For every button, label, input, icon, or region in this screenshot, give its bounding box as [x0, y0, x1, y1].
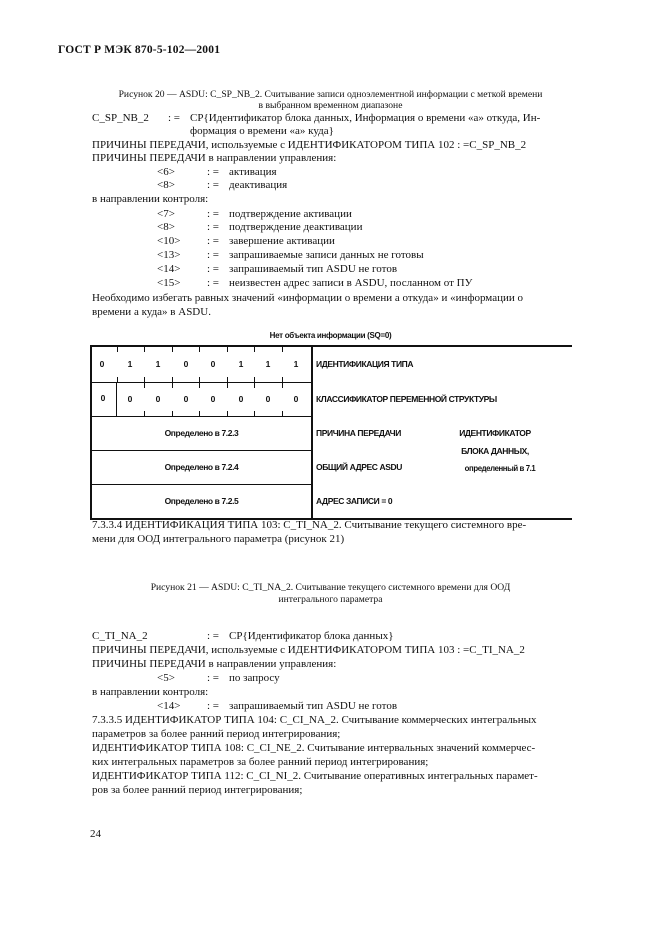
- bit-cell: 0: [100, 393, 106, 403]
- type-112-line1: ИДЕНТИФИКАТОР ТИПА 112: C_CI_NI_2. Считывание оперативных интегральных парамет-: [92, 770, 538, 782]
- page-number: 24: [90, 828, 101, 840]
- def1-assign: : =: [168, 112, 181, 124]
- cause-code: <14>: [157, 263, 181, 275]
- type-108-line2: ких интегральных параметров за более ранний период интегрирования;: [92, 756, 429, 768]
- bit-cell: 0: [183, 359, 189, 369]
- cause-code: <8>: [157, 179, 175, 191]
- data-block-id-label-1: ИДЕНТИФИКАТОР: [459, 428, 531, 438]
- causes2-title: ПРИЧИНЫ ПЕРЕДАЧИ, используемые с ИДЕНТИФИКАТОРОМ ТИПА 103 : =C_TI_NA_2: [92, 644, 525, 656]
- cause-code: <15>: [157, 277, 181, 289]
- causes1-title: ПРИЧИНЫ ПЕРЕДАЧИ, используемые с ИДЕНТИФИКАТОРОМ ТИПА 102 : =C_SP_NB_2: [92, 139, 527, 151]
- note-line2: времени а куда» в ASDU.: [92, 306, 211, 318]
- bit-cell: 0: [210, 394, 216, 404]
- figure-21-caption-line1: Рисунок 21 — ASDU: C_TI_NA_2. Считывание текущего системного времени для ООД: [150, 582, 511, 593]
- def2-name: C_TI_NA_2: [92, 630, 148, 642]
- cause-sep: : =: [207, 221, 220, 233]
- bit-cell: 1: [293, 359, 299, 369]
- cause-text: завершение активации: [229, 235, 335, 247]
- causes1-direction-control: ПРИЧИНЫ ПЕРЕДАЧИ в направлении управления:: [92, 152, 337, 164]
- cause-sep: : =: [207, 166, 220, 178]
- section-7335-line2: параметров за более ранний период интегрирования;: [92, 728, 341, 740]
- bit-cell: 1: [127, 359, 133, 369]
- section-7334-line1: 7.3.3.4 ИДЕНТИФИКАЦИЯ ТИПА 103: C_TI_NA_2. Считывание текущего системного вре-: [92, 519, 527, 531]
- bit-cell: 0: [265, 394, 271, 404]
- figure-21-caption-line2: интегрального параметра: [278, 594, 383, 605]
- bit-cell: 0: [127, 394, 133, 404]
- type-id-label: ИДЕНТИФИКАЦИЯ ТИПА: [316, 359, 414, 369]
- cause-text: неизвестен адрес записи в ASDU, посланном от ПУ: [229, 277, 473, 289]
- figure-20-caption-line2: в выбранном временном диапазоне: [258, 100, 403, 111]
- cause-code: <14>: [157, 700, 181, 712]
- data-block-id-label-2: БЛОКА ДАННЫХ,: [461, 446, 529, 456]
- figure-20-caption-line1: Рисунок 20 — ASDU: C_SP_NB_2. Считывание записи одноэлементной информации с меткой времени: [118, 89, 543, 100]
- cause-text: запрашиваемые записи данных не готовы: [229, 249, 424, 261]
- bit-cell: 1: [238, 359, 244, 369]
- document-header: ГОСТ Р МЭК 870-5-102—2001: [58, 44, 221, 56]
- cot-cell: Определено в 7.2.3: [164, 428, 239, 438]
- bit-cell: 0: [155, 394, 161, 404]
- bit-cell: 1: [265, 359, 271, 369]
- cause-code: <6>: [157, 166, 175, 178]
- def1-text-line1: CP{Идентификатор блока данных, Информация о времени «а» откуда, Ин-: [190, 112, 541, 124]
- table-title: Нет объекта информации (SQ=0): [269, 331, 392, 340]
- cause-text: по запросу: [229, 672, 280, 684]
- type-112-line2: ров за более ранний период интегрирования;: [92, 784, 303, 796]
- cause-sep: : =: [207, 208, 220, 220]
- cot-label: ПРИЧИНА ПЕРЕДАЧИ: [316, 428, 401, 438]
- bit-cell: 0: [183, 394, 189, 404]
- cause-sep: : =: [207, 179, 220, 191]
- direction-monitor-2: в направлении контроля:: [92, 686, 209, 698]
- cause-code: <8>: [157, 221, 175, 233]
- data-block-id-label-3: определенный в 7.1: [464, 464, 536, 473]
- cause-code: <10>: [157, 235, 181, 247]
- def1-text-line2: формация о времени «а» куда}: [190, 125, 334, 137]
- section-7334-line2: мени для ООД интегрального параметра (рисунок 21): [92, 533, 345, 545]
- bit-cell: 0: [99, 359, 105, 369]
- cause-sep: : =: [207, 263, 220, 275]
- note-line1: Необходимо избегать равных значений «информации о времени а откуда» и «информации о: [92, 292, 523, 304]
- bit-cell: 0: [210, 359, 216, 369]
- cause-sep: : =: [207, 249, 220, 261]
- cause-text: деактивация: [229, 179, 288, 191]
- cause-text: запрашиваемый тип ASDU не готов: [229, 700, 398, 712]
- cause-code: <5>: [157, 672, 175, 684]
- cause-code: <7>: [157, 208, 175, 220]
- common-address-label: ОБЩИЙ АДРЕС ASDU: [316, 462, 402, 472]
- bit-cell: 1: [155, 359, 161, 369]
- record-address-label: АДРЕС ЗАПИСИ = 0: [316, 496, 393, 506]
- def1-name: C_SP_NB_2: [92, 112, 149, 124]
- cause-text: запрашиваемый тип ASDU не готов: [229, 263, 398, 275]
- cause-text: подтверждение активации: [229, 208, 352, 220]
- bit-cell: 0: [238, 394, 244, 404]
- direction-monitor: в направлении контроля:: [92, 193, 209, 205]
- cause-text: подтверждение деактивации: [229, 221, 363, 233]
- vsq-label: КЛАССИФИКАТОР ПЕРЕМЕННОЙ СТРУКТУРЫ: [316, 394, 497, 404]
- cause-sep: : =: [207, 672, 220, 684]
- bit-cell: 0: [293, 394, 299, 404]
- causes2-direction-control: ПРИЧИНЫ ПЕРЕДАЧИ в направлении управления:: [92, 658, 337, 670]
- def2-assign: : =: [207, 630, 220, 642]
- cause-sep: : =: [207, 277, 220, 289]
- cause-sep: : =: [207, 700, 220, 712]
- cause-code: <13>: [157, 249, 181, 261]
- common-address-cell: Определено в 7.2.4: [164, 462, 239, 472]
- cause-sep: : =: [207, 235, 220, 247]
- cause-text: активация: [229, 166, 277, 178]
- record-address-cell: Определено в 7.2.5: [164, 496, 239, 506]
- def2-text: CP{Идентификатор блока данных}: [229, 630, 394, 642]
- type-108-line1: ИДЕНТИФИКАТОР ТИПА 108: C_CI_NE_2. Считывание интервальных значений коммерчес-: [92, 742, 536, 754]
- section-7335-line1: 7.3.3.5 ИДЕНТИФИКАТОР ТИПА 104: C_CI_NA_2. Считывание коммерческих интегральных: [92, 714, 537, 726]
